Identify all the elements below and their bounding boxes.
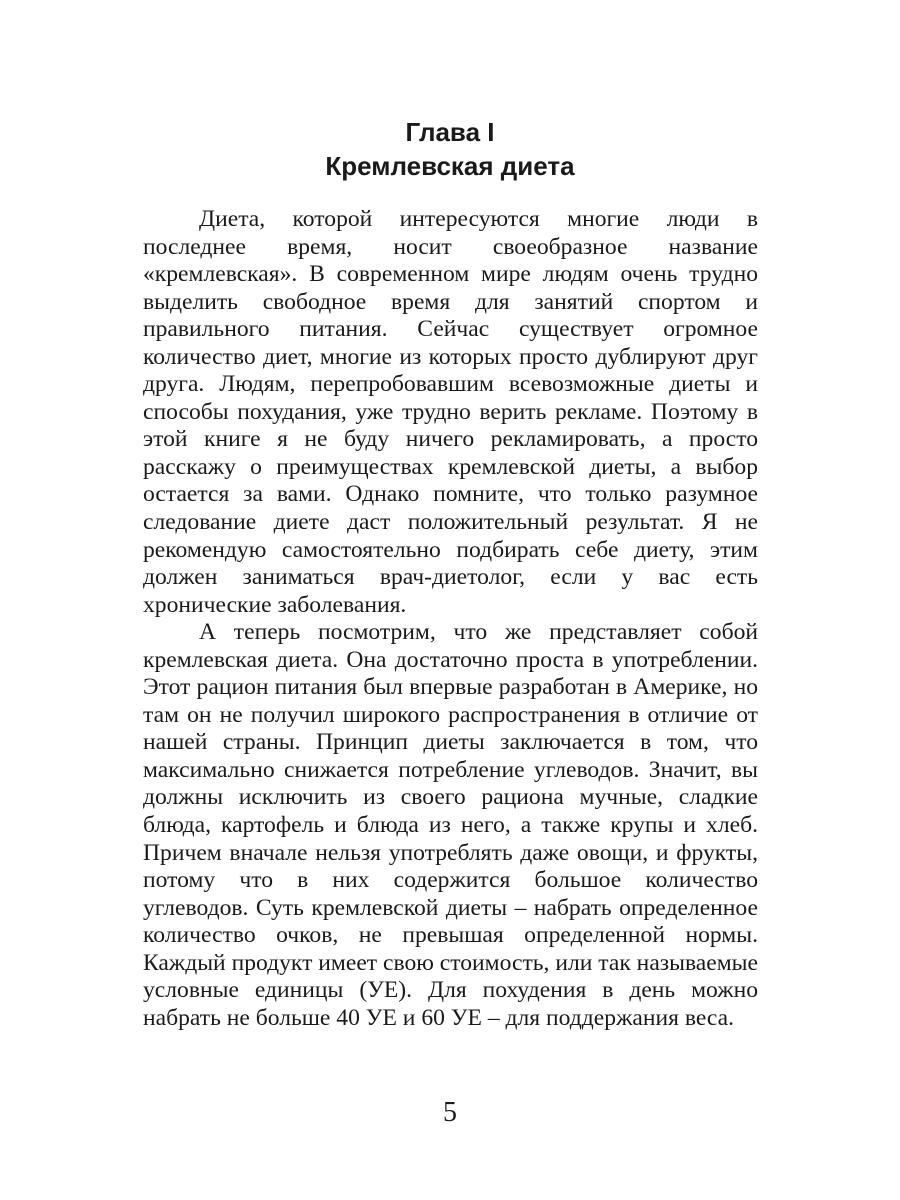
chapter-body (143, 206, 758, 1032)
paragraph: А теперь посмотрим, что же представляет собой кремлевская диета. Она достаточно проста в употреблении. Этот рацион питания был впервые разработан в Америке, но там он не получил широкого распространения в отличие от нашей страны. Принцип диеты заключается в том, что максимально снижается потребление углеводов. Значит, вы должны исключить из своего рациона мучные, сладкие блюда, картофель и блюда из него, а также крупы и хлеб. Причем вначале нельзя употреблять даже овощи, и фрукты, потому что в них содержится большое количество углеводов. Суть кремлевской диеты – набрать определенное количество очков, не превышая определенной нормы. Каждый продукт имеет свою стоимость, или так называемые условные единицы (УЕ). Для похудения в день можно набрать не больше 40 УЕ и 60 УЕ – для поддержания веса. (143, 619, 758, 1031)
page-number: 5 (443, 1097, 457, 1128)
paragraph: Диета, которой интересуются многие люди в последнее время, носит своеобразное название «кремлевская». В современном мире людям очень трудно выделить свободное время для занятий спортом и правильного питания. Сейчас существует огромное количество диет, многие из которых просто дублируют друг друга. Людям, перепробовавшим всевозможные диеты и способы похудания, уже трудно верить рекламе. Поэтому в этой книге я не буду ничего рекламировать, а просто расскажу о преимуществах кремлевской диеты, а выбор остается за вами. Однако помните, что только разумное следование диете даст положительный результат. Я не рекомендую самостоятельно подбирать себе диету, этим должен заниматься врач-диетолог, если у вас есть хронические заболевания. (143, 206, 758, 618)
chapter-title: Кремлевская диета (325, 151, 575, 181)
chapter-number: Глава I (405, 117, 495, 147)
